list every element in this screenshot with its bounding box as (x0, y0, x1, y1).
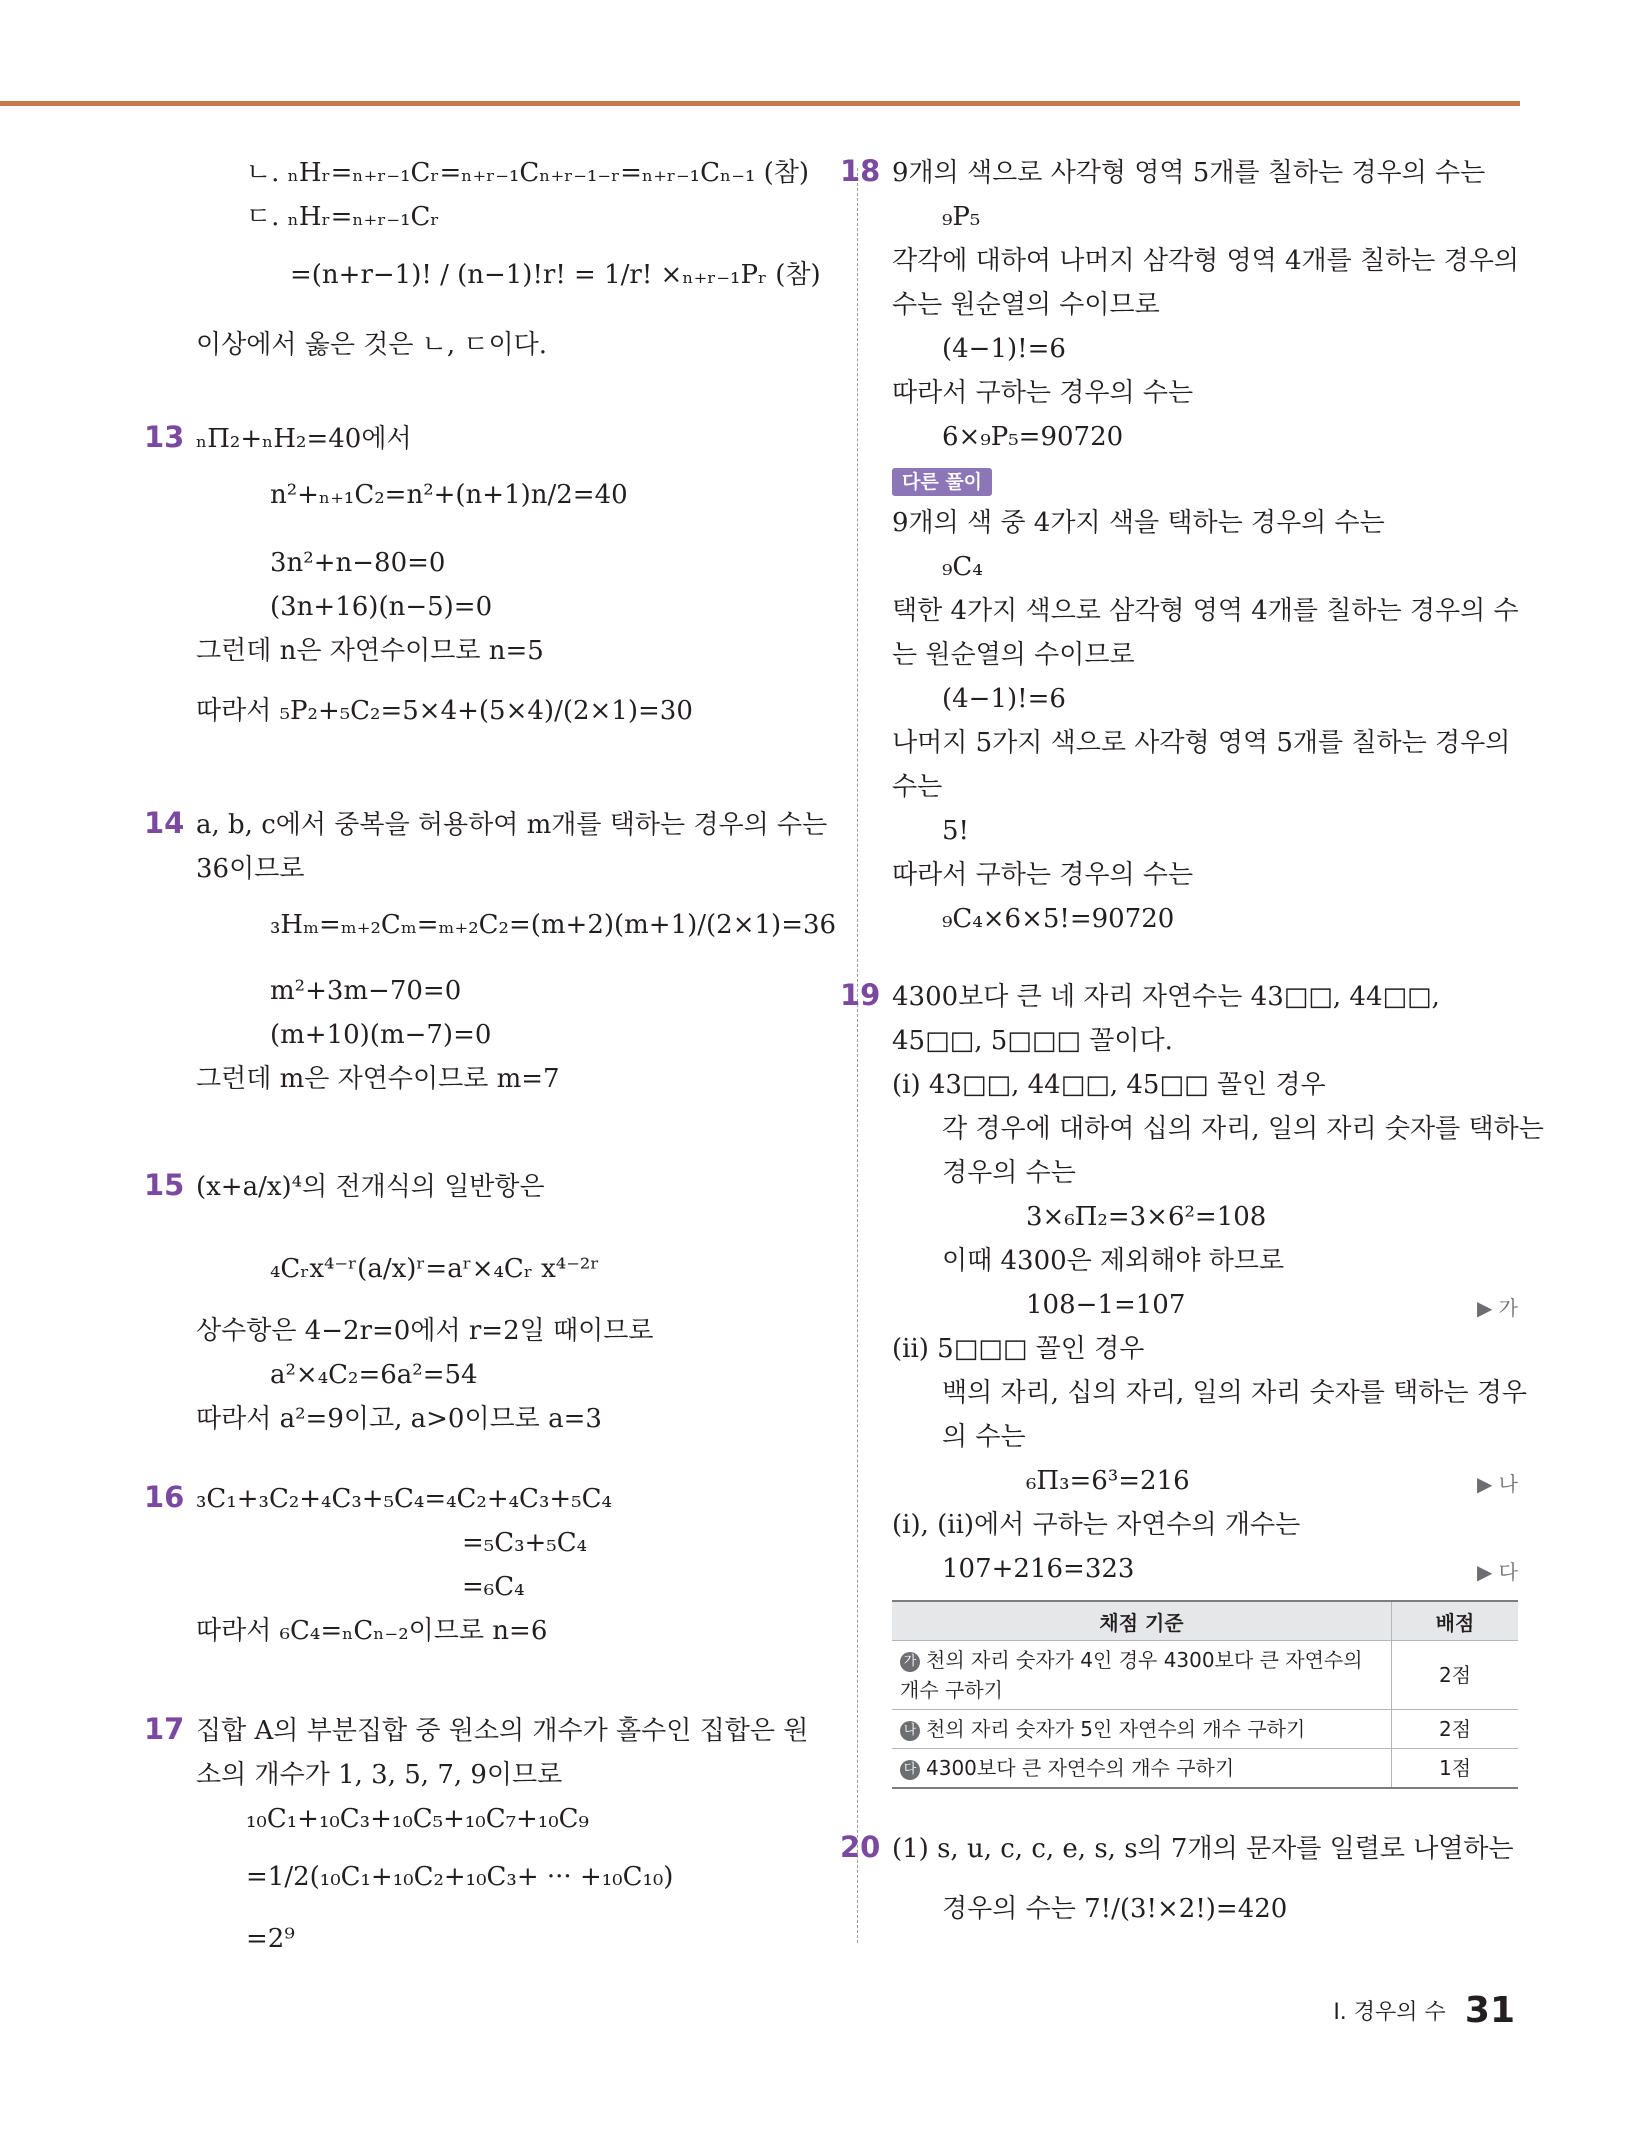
text-line: (i), (ii)에서 구하는 자연수의 개수는 (892, 1510, 1301, 1540)
text-line: 각 경우에 대하여 십의 자리, 일의 자리 숫자를 택하는 (942, 1114, 1544, 1144)
problem-number: 15 (144, 1168, 185, 1202)
text-line: a, b, c에서 중복을 허용하여 m개를 택하는 경우의 수는 (196, 810, 828, 840)
circled-na-icon: 나 (900, 1721, 920, 1741)
step-marker-na: ▶ 나 (1476, 1472, 1518, 1496)
text-line: ₆Π₃=6³=216 (1026, 1466, 1190, 1496)
text-line: 이상에서 옳은 것은 ㄴ, ㄷ이다. (196, 330, 547, 360)
text-line: 따라서 구하는 경우의 수는 (892, 860, 1194, 890)
text-line: 따라서 구하는 경우의 수는 (892, 378, 1194, 408)
text-line: 45□□, 5□□□ 꼴이다. (892, 1026, 1173, 1056)
page-footer (1333, 1990, 1515, 2031)
circled-ga-icon: 가 (900, 1652, 920, 1672)
text-line: ₙΠ₂+ₙH₂=40에서 (196, 424, 412, 454)
text-line: ₉C₄×6×5!=90720 (942, 904, 1175, 934)
text-line: 수는 원순열의 수이므로 (892, 290, 1160, 320)
text-line: 집합 A의 부분집합 중 원소의 개수가 홀수인 집합은 원 (196, 1716, 809, 1746)
text-line: 9개의 색 중 4가지 색을 택하는 경우의 수는 (892, 508, 1385, 538)
text-line: 6×₉P₅=90720 (942, 422, 1124, 452)
text-line: (i) 43□□, 44□□, 45□□ 꼴인 경우 (892, 1070, 1326, 1100)
text-line: (3n+16)(n−5)=0 (270, 592, 493, 622)
table-header: 배점 (1392, 1601, 1519, 1641)
text-line: 9개의 색으로 사각형 영역 5개를 칠하는 경우의 수는 (892, 158, 1486, 188)
text-line: 상수항은 4−2r=0에서 r=2일 때이므로 (196, 1316, 654, 1346)
text-line: ₁₀C₁+₁₀C₃+₁₀C₅+₁₀C₇+₁₀C₉ (246, 1804, 589, 1834)
problem-number: 13 (144, 420, 185, 454)
text-line: ₃C₁+₃C₂+₄C₃+₅C₄=₄C₂+₄C₃+₅C₄ (196, 1484, 612, 1514)
text-line: 그런데 n은 자연수이므로 n=5 (196, 636, 544, 666)
points-cell: 1점 (1392, 1749, 1519, 1789)
scoring-table (892, 1600, 1518, 1789)
text-line: ₉C₄ (942, 552, 983, 582)
problem-number: 17 (144, 1712, 185, 1746)
text-line: 따라서 a²=9이고, a>0이므로 a=3 (196, 1404, 602, 1434)
text-line: 의 수는 (942, 1422, 1026, 1452)
text-line: 107+216=323 (942, 1554, 1135, 1584)
step-marker-ga: ▶ 가 (1476, 1296, 1518, 1320)
text-line: 36이므로 (196, 854, 305, 884)
text-line: (m+10)(m−7)=0 (270, 1020, 492, 1050)
criterion-text: 천의 자리 숫자가 4인 경우 4300보다 큰 자연수의 개수 구하기 (900, 1648, 1363, 1702)
text-line: ㄴ. ₙHᵣ=ₙ₊ᵣ₋₁Cᵣ=ₙ₊ᵣ₋₁Cₙ₊ᵣ₋₁₋ᵣ=ₙ₊ᵣ₋₁Cₙ₋₁ (참) (246, 158, 810, 188)
points-cell: 2점 (1392, 1641, 1519, 1710)
text-line: ₄Cᵣx⁴⁻ʳ(a/x)ʳ=aʳ×₄Cᵣ x⁴⁻²ʳ (270, 1254, 600, 1284)
text-line: 택한 4가지 색으로 삼각형 영역 4개를 칠하는 경우의 수 (892, 596, 1519, 626)
text-line: 108−1=107 (1026, 1290, 1186, 1320)
text-line: ₉P₅ (942, 202, 981, 232)
text-line: 경우의 수는 7!/(3!×2!)=420 (942, 1894, 1288, 1924)
criterion-text: 천의 자리 숫자가 5인 자연수의 개수 구하기 (926, 1717, 1306, 1741)
text-line: ₃Hₘ=ₘ₊₂Cₘ=ₘ₊₂C₂=(m+2)(m+1)/(2×1)=36 (270, 910, 837, 940)
text-line: 백의 자리, 십의 자리, 일의 자리 숫자를 택하는 경우 (942, 1378, 1527, 1408)
text-line: =(n+r−1)! / (n−1)!r! = 1/r! ×ₙ₊ᵣ₋₁Pᵣ (참) (290, 260, 821, 290)
text-line: m²+3m−70=0 (270, 976, 462, 1006)
text-line: (4−1)!=6 (942, 684, 1066, 714)
text-line: 3n²+n−80=0 (270, 548, 446, 578)
problem-number: 20 (840, 1830, 881, 1864)
text-line: 나머지 5가지 색으로 사각형 영역 5개를 칠하는 경우의 (892, 728, 1511, 758)
text-line: (ii) 5□□□ 꼴인 경우 (892, 1334, 1145, 1364)
circled-da-icon: 다 (900, 1760, 920, 1780)
text-line: 그런데 m은 자연수이므로 m=7 (196, 1064, 560, 1094)
text-line: (4−1)!=6 (942, 334, 1066, 364)
text-line: (1) s, u, c, c, e, s, s의 7개의 문자를 일렬로 나열하는 (892, 1834, 1514, 1864)
text-line: a²×₄C₂=6a²=54 (270, 1360, 478, 1390)
criterion-text: 4300보다 큰 자연수의 개수 구하기 (926, 1756, 1235, 1780)
column-divider (857, 168, 858, 1943)
text-line: 소의 개수가 1, 3, 5, 7, 9이므로 (196, 1760, 563, 1790)
text-line: 따라서 ₅P₂+₅C₂=5×4+(5×4)/(2×1)=30 (196, 696, 693, 726)
table-row (892, 1749, 1518, 1789)
step-marker-da: ▶ 다 (1476, 1560, 1518, 1584)
problem-number: 18 (840, 154, 881, 188)
text-line: 따라서 ₆C₄=ₙCₙ₋₂이므로 n=6 (196, 1616, 548, 1646)
text-line: (x+a/x)⁴의 전개식의 일반항은 (196, 1172, 545, 1202)
top-accent-bar (0, 101, 1520, 106)
text-line: 이때 4300은 제외해야 하므로 (942, 1246, 1285, 1276)
text-line: 수는 (892, 772, 943, 802)
text-line: ㄷ. ₙHᵣ=ₙ₊ᵣ₋₁Cᵣ (246, 202, 440, 232)
text-line: 경우의 수는 (942, 1158, 1076, 1188)
text-line: 3×₆Π₂=3×6²=108 (1026, 1202, 1267, 1232)
alternative-solution-badge: 다른 풀이 (892, 468, 992, 496)
problem-number: 16 (144, 1480, 185, 1514)
problem-number: 14 (144, 806, 185, 840)
text-line: 4300보다 큰 네 자리 자연수는 43□□, 44□□, (892, 982, 1440, 1012)
page-number: 31 (1464, 1990, 1515, 2031)
table-row (892, 1710, 1518, 1749)
points-cell: 2점 (1392, 1710, 1519, 1749)
text-line: =2⁹ (246, 1924, 295, 1954)
text-line: =₅C₃+₅C₄ (462, 1528, 588, 1558)
text-line: 는 원순열의 수이므로 (892, 640, 1135, 670)
chapter-label: Ⅰ. 경우의 수 (1333, 2000, 1446, 2025)
table-row (892, 1641, 1518, 1710)
text-line: 5! (942, 816, 969, 846)
text-line: =1/2(₁₀C₁+₁₀C₂+₁₀C₃+ ··· +₁₀C₁₀) (246, 1862, 674, 1892)
text-line: n²+ₙ₊₁C₂=n²+(n+1)n/2=40 (270, 480, 628, 510)
text-line: =₆C₄ (462, 1572, 525, 1602)
text-line: 각각에 대하여 나머지 삼각형 영역 4개를 칠하는 경우의 (892, 246, 1519, 276)
table-header: 채점 기준 (892, 1601, 1392, 1641)
problem-number: 19 (840, 978, 881, 1012)
